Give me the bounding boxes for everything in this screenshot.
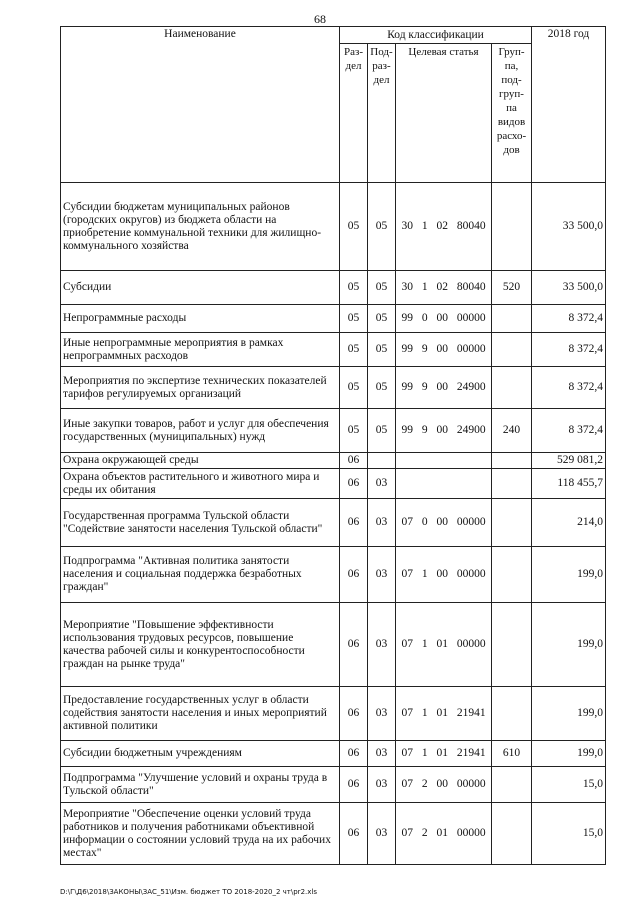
row-group [492, 453, 532, 469]
table-row [61, 367, 606, 409]
row-target: 99 9 00 24900 [396, 409, 492, 453]
row-name: Подпрограмма "Улучшение условий и охраны труда в Тульской области" [61, 767, 340, 803]
row-target: 30 1 02 80040 [396, 271, 492, 305]
row-razdel: 06 [340, 803, 368, 865]
row-group: 610 [492, 741, 532, 767]
row-razdel: 06 [340, 741, 368, 767]
row-amount: 8 372,4 [532, 305, 606, 333]
row-name: Иные закупки товаров, работ и услуг для обеспечения государственных (муниципальных) нужд [61, 409, 340, 453]
row-podrazdel: 05 [368, 367, 396, 409]
row-target: 07 1 01 00000 [396, 603, 492, 687]
row-razdel: 05 [340, 305, 368, 333]
col-name-header: Наименование [61, 27, 340, 183]
row-name: Иные непрограммные мероприятия в рамках непрограммных расходов [61, 333, 340, 367]
row-amount: 33 500,0 [532, 183, 606, 271]
row-name: Предоставление государственных услуг в области содействия занятости населения и иных мероприятий активной политики [61, 687, 340, 741]
row-group [492, 183, 532, 271]
row-group [492, 687, 532, 741]
row-amount: 8 372,4 [532, 367, 606, 409]
row-razdel: 05 [340, 271, 368, 305]
row-amount: 15,0 [532, 803, 606, 865]
row-target: 99 0 00 00000 [396, 305, 492, 333]
row-name: Государственная программа Тульской области "Содействие занятости населения Тульской области" [61, 499, 340, 547]
col-group-header: Груп- па, под- груп- па видов расхо- дов [492, 44, 532, 183]
row-podrazdel: 03 [368, 547, 396, 603]
table-row [61, 453, 606, 469]
row-name: Охрана окружающей среды [61, 453, 340, 469]
row-razdel: 05 [340, 183, 368, 271]
row-podrazdel: 05 [368, 333, 396, 367]
row-amount: 118 455,7 [532, 469, 606, 499]
row-target: 99 9 00 24900 [396, 367, 492, 409]
table-row [61, 499, 606, 547]
row-razdel: 06 [340, 767, 368, 803]
row-razdel: 06 [340, 499, 368, 547]
table-row [61, 305, 606, 333]
row-target: 07 2 01 00000 [396, 803, 492, 865]
row-group: 520 [492, 271, 532, 305]
row-razdel: 05 [340, 333, 368, 367]
row-podrazdel: 05 [368, 183, 396, 271]
table-row [61, 803, 606, 865]
row-podrazdel: 05 [368, 271, 396, 305]
row-razdel: 06 [340, 453, 368, 469]
row-razdel: 06 [340, 469, 368, 499]
row-podrazdel: 03 [368, 741, 396, 767]
row-target [396, 469, 492, 499]
row-group [492, 547, 532, 603]
row-razdel: 06 [340, 603, 368, 687]
row-target: 07 1 01 21941 [396, 687, 492, 741]
col-target-header: Целевая статья [396, 44, 492, 183]
row-target [396, 453, 492, 469]
row-amount: 199,0 [532, 603, 606, 687]
row-razdel: 06 [340, 547, 368, 603]
col-podrazdel-header: Под- раз- дел [368, 44, 396, 183]
row-podrazdel: 03 [368, 767, 396, 803]
row-group [492, 803, 532, 865]
row-podrazdel: 03 [368, 687, 396, 741]
row-group [492, 603, 532, 687]
row-name: Подпрограмма "Активная политика занятости населения и социальная поддержка безработных граждан" [61, 547, 340, 603]
row-amount: 199,0 [532, 687, 606, 741]
table-row [61, 687, 606, 741]
table-row [61, 409, 606, 453]
file-path-footer: D:\Г\Д6\2018\ЗАКОНЫ\ЗАС_51\Изм. бюджет ТО 2018-2020_2 чт\pr2.xls [60, 888, 317, 896]
row-podrazdel: 03 [368, 499, 396, 547]
row-podrazdel: 05 [368, 409, 396, 453]
table-row [61, 183, 606, 271]
row-podrazdel: 03 [368, 803, 396, 865]
row-name: Субсидии [61, 271, 340, 305]
row-amount: 529 081,2 [532, 453, 606, 469]
table-row [61, 547, 606, 603]
col-razdel-header: Раз- дел [340, 44, 368, 183]
row-podrazdel: 03 [368, 603, 396, 687]
row-amount: 33 500,0 [532, 271, 606, 305]
row-group [492, 469, 532, 499]
col-code-header: Код классификации [340, 27, 532, 44]
row-name: Субсидии бюджетам муниципальных районов (городских округов) из бюджета области на приобретение коммунальной техники для жилищно-коммунального хозяйства [61, 183, 340, 271]
row-name: Субсидии бюджетным учреждениям [61, 741, 340, 767]
row-razdel: 05 [340, 367, 368, 409]
table-row [61, 271, 606, 305]
row-group: 240 [492, 409, 532, 453]
table-row [61, 741, 606, 767]
row-amount: 214,0 [532, 499, 606, 547]
page-number: 68 [314, 12, 326, 26]
row-amount: 8 372,4 [532, 333, 606, 367]
row-group [492, 767, 532, 803]
table-row [61, 603, 606, 687]
row-amount: 199,0 [532, 547, 606, 603]
row-amount: 199,0 [532, 741, 606, 767]
row-target: 07 2 00 00000 [396, 767, 492, 803]
table-row [61, 767, 606, 803]
row-group [492, 305, 532, 333]
row-name: Мероприятие "Обеспечение оценки условий труда работников и получения работниками объективной информации о состоянии условий труда на их рабочих местах" [61, 803, 340, 865]
row-group [492, 499, 532, 547]
table-row [61, 333, 606, 367]
row-name: Мероприятия по экспертизе технических показателей тарифов регулируемых организаций [61, 367, 340, 409]
row-group [492, 367, 532, 409]
row-target: 07 1 01 21941 [396, 741, 492, 767]
budget-table [60, 26, 606, 865]
row-podrazdel: 03 [368, 469, 396, 499]
row-target: 07 0 00 00000 [396, 499, 492, 547]
table-row [61, 469, 606, 499]
row-razdel: 05 [340, 409, 368, 453]
row-name: Мероприятие "Повышение эффективности использования трудовых ресурсов, повышение качества рабочей силы и конкурентоспособности граждан на рынке труда" [61, 603, 340, 687]
row-podrazdel: 05 [368, 305, 396, 333]
row-amount: 15,0 [532, 767, 606, 803]
row-podrazdel [368, 453, 396, 469]
row-amount: 8 372,4 [532, 409, 606, 453]
row-target: 99 9 00 00000 [396, 333, 492, 367]
col-year-header: 2018 год [532, 27, 606, 183]
row-razdel: 06 [340, 687, 368, 741]
row-target: 30 1 02 80040 [396, 183, 492, 271]
row-target: 07 1 00 00000 [396, 547, 492, 603]
row-name: Охрана объектов растительного и животного мира и среды их обитания [61, 469, 340, 499]
row-name: Непрограммные расходы [61, 305, 340, 333]
row-group [492, 333, 532, 367]
